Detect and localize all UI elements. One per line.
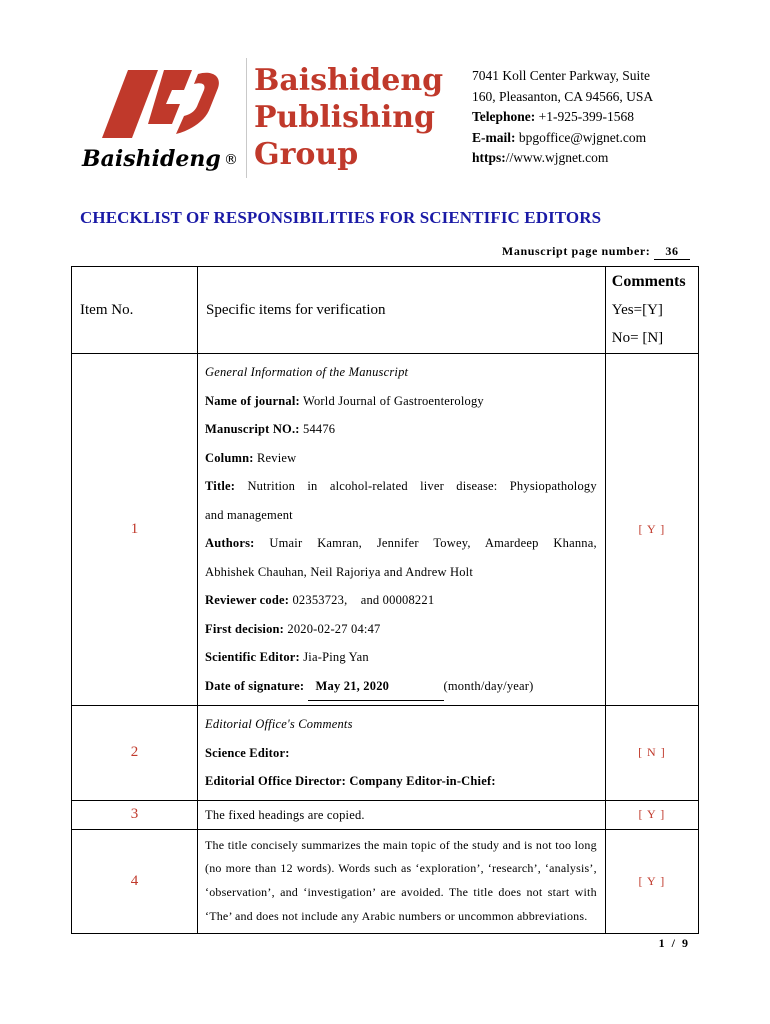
company-line-2: Publishing (254, 100, 436, 135)
row-number: 1 (72, 354, 198, 706)
manuscript-page-number (502, 244, 690, 260)
manuscript-no: 54476 (303, 422, 336, 436)
authors-line-2: Abhishek Chauhan, Neil Rajoriya and Andrew Holt (205, 564, 474, 579)
manuscript-page-label: Manuscript page number: (501, 244, 651, 258)
science-editor-label: Science Editor: (205, 745, 290, 760)
contact-info (472, 66, 653, 169)
address-line-1: 7041 Koll Center Parkway, Suite (472, 68, 650, 83)
email-line (472, 128, 653, 149)
row-text: The title concisely summarizes the main topic of the study and is not too long (no more than 12 words). Words such as ‘exploration’, ‘research’, ‘analysis’, ‘observation’, and ‘investigation’ are avoided. The title does not start with ‘The’ and does not include any Arabic numbers or uncommon abbreviations. (198, 829, 606, 933)
field-label: Title: (205, 479, 236, 493)
row-general-information (198, 354, 606, 706)
row-answer: [ Y ] (605, 800, 698, 829)
header-no-key: No= [N] (611, 330, 664, 346)
website-line (472, 148, 653, 169)
address-line-2: 160, Pleasanton, CA 94566, USA (472, 88, 654, 104)
telephone-line (472, 107, 653, 128)
office-director-label: Editorial Office Director: Company Editor-in-Chief: (205, 774, 496, 788)
field-label: Manuscript NO.: (205, 422, 300, 436)
baishideng-logo (80, 60, 250, 180)
header-specific-items: Specific items for verification (198, 267, 606, 354)
first-decision: 2020-02-27 04:47 (287, 621, 381, 636)
row-number: 2 (72, 706, 198, 801)
field-label: Name of journal: (205, 393, 300, 408)
checklist-table (71, 266, 699, 934)
date-format: (month/day/year) (443, 678, 534, 693)
website-label: https: (472, 150, 506, 166)
header-yes-key: Yes=[Y] (611, 302, 663, 318)
email-label: E-mail: (472, 129, 516, 145)
company-name (254, 62, 443, 173)
scientific-editor: Jia-Ping Yan (303, 650, 369, 664)
column-value: Review (256, 450, 297, 465)
reviewer-code: 02353723, and 00008221 (292, 593, 435, 607)
section-heading: General Information of the Manuscript (205, 365, 409, 379)
table-row (72, 800, 699, 829)
field-label: Column: (205, 450, 254, 465)
page-indicator: 1 / 9 (658, 936, 690, 950)
telephone-label: Telephone: (472, 109, 536, 125)
table-row (72, 706, 699, 801)
field-label: Reviewer code: (205, 593, 290, 607)
svg-text:®: ® (224, 152, 238, 168)
header-divider (246, 58, 247, 178)
logo-wordmark: Baishideng (82, 146, 221, 172)
email-link[interactable]: bpgoffice@wjgnet.com (518, 129, 647, 145)
row-editorial-comments (198, 706, 606, 801)
table-header-row (72, 267, 699, 354)
field-label: Date of signature: (205, 678, 305, 693)
journal-name: World Journal of Gastroenterology (302, 393, 484, 408)
row-answer: [ Y ] (605, 829, 698, 933)
header-comments-label: Comments (611, 273, 686, 290)
website-link[interactable]: //www.wjgnet.com (505, 150, 609, 166)
manuscript-page-value: 36 (654, 244, 690, 260)
row-answer: [ N ] (605, 706, 698, 801)
table-row (72, 354, 699, 706)
table-row (72, 829, 699, 933)
authors-line-1: Umair Kamran, Jennifer Towey, Amardeep Khanna, (269, 536, 597, 550)
row-answer: [ Y ] (605, 354, 698, 706)
field-label: First decision: (205, 621, 285, 636)
row-number: 3 (72, 800, 198, 829)
header-comments (605, 267, 698, 354)
header-item-no: Item No. (72, 267, 198, 354)
row-text: The fixed headings are copied. (198, 800, 606, 829)
signature-date: May 21, 2020 (308, 672, 444, 702)
field-label: Authors: (205, 536, 255, 550)
company-line-1: Baishideng (254, 63, 444, 98)
row-number: 4 (72, 829, 198, 933)
title-line-2: and management (205, 507, 293, 522)
telephone-value: +1-925-399-1568 (538, 109, 634, 125)
title-line-1: Nutrition in alcohol-related liver disease: Physiopathology (247, 479, 597, 493)
document-title: CHECKLIST OF RESPONSIBILITIES FOR SCIENTIFIC EDITORS (80, 208, 602, 227)
section-heading: Editorial Office's Comments (205, 717, 353, 731)
field-label: Scientific Editor: (205, 650, 300, 664)
company-line-3: Group (254, 137, 359, 172)
